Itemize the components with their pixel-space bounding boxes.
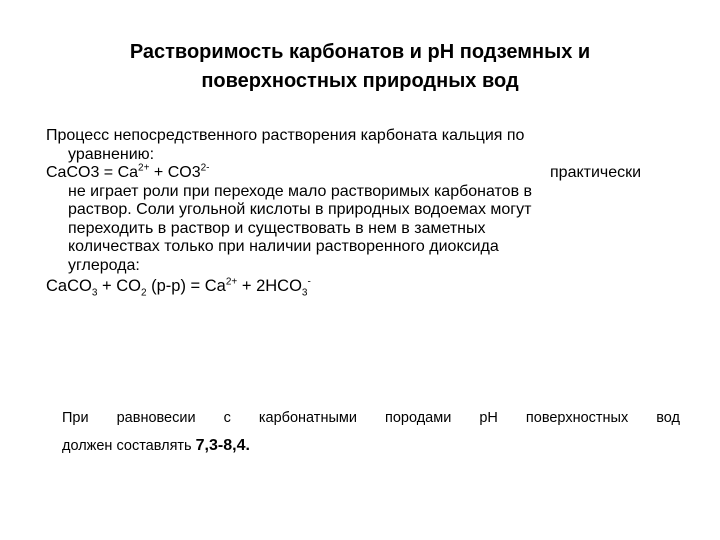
paragraph-line: уравнению:	[68, 145, 155, 163]
paragraph-line: Процесс непосредственного растворения карбоната кальция по	[46, 127, 525, 144]
stoichiometry-subscript: 2	[140, 287, 147, 299]
title-line-1: Растворимость карбонатов и pH подземных и	[129, 41, 591, 63]
note-line-2-prefix: должен составлять	[62, 438, 196, 454]
equation-2-part: (р-р) = Ca	[146, 277, 226, 295]
equation-2-part: + CO	[97, 277, 141, 295]
paragraph-line: углерода:	[68, 256, 140, 274]
charge-superscript: -	[307, 276, 311, 288]
ph-note	[62, 405, 680, 460]
equation-2-part: CaCO	[46, 277, 92, 295]
main-paragraph	[46, 127, 686, 299]
paragraph-line: количествах только при наличии растворенного диоксида	[68, 238, 499, 255]
equation-2-part: + 2HCO	[237, 277, 302, 295]
note-line-1: При равновесии с карбонатными породами pH поверхностных вод	[62, 410, 680, 426]
charge-superscript: 2+	[138, 162, 150, 174]
stoichiometry-subscript: 3	[301, 287, 308, 299]
paragraph-line: переходить в раствор и существовать в нем в заметных	[68, 219, 486, 237]
equation-1-part: + CO3	[149, 164, 201, 181]
equation-1-part: CaCO3 = Ca	[46, 164, 139, 181]
equation-1	[46, 164, 686, 183]
charge-superscript: 2-	[200, 162, 210, 174]
equation-2	[46, 276, 686, 299]
note-line-2	[62, 432, 680, 460]
paragraph-line: не играет роли при переходе мало растворимых карбонатов в	[68, 182, 533, 200]
equation-1-trailing-word: практически	[550, 164, 642, 181]
ph-range-value: 7,3-8,4.	[195, 437, 250, 454]
charge-superscript: 2+	[225, 276, 238, 288]
slide-title	[40, 38, 680, 96]
title-line-2: поверхностных природных вод	[201, 70, 519, 92]
paragraph-line: раствор. Соли угольной кислоты в природных водоемах могут	[68, 201, 532, 218]
stoichiometry-subscript: 3	[91, 287, 98, 299]
